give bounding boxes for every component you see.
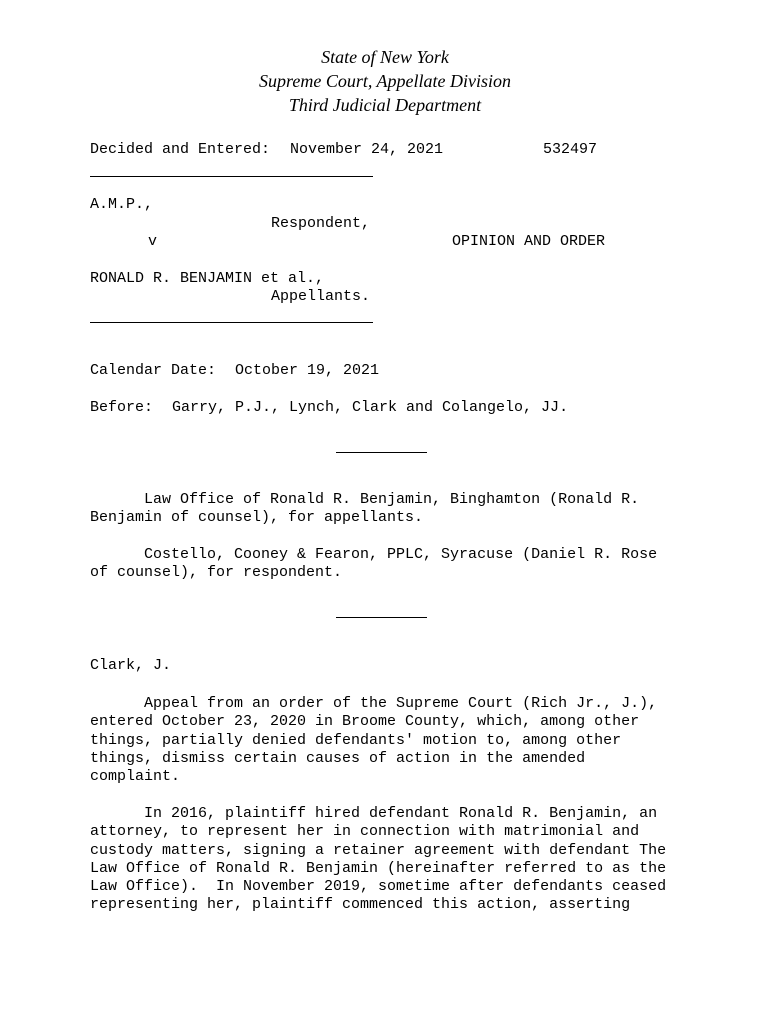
document-type: OPINION AND ORDER [452, 233, 606, 250]
section-divider [336, 452, 427, 453]
text-line: Benjamin of counsel), for appellants. [90, 509, 424, 527]
calendar-label: Calendar Date: [90, 362, 217, 379]
counsel-appellants [90, 491, 690, 528]
judges-list: Garry, P.J., Lynch, Clark and Colangelo, JJ. [172, 399, 569, 416]
counsel-respondent [90, 546, 690, 583]
state-heading: State of New York [321, 47, 449, 67]
body-paragraph [90, 695, 690, 786]
text-line: things, dismiss certain causes of action in the amended [90, 749, 586, 767]
body-paragraph [90, 805, 690, 915]
caption-bottom-rule [90, 322, 373, 323]
opinion-author: Clark, J. [90, 657, 172, 674]
caption-top-rule [90, 176, 373, 177]
text-line: things, partially denied defendants' motion to, among other [90, 731, 622, 749]
decided-date: November 24, 2021 [290, 141, 444, 158]
court-heading: Supreme Court, Appellate Division [259, 71, 511, 91]
docket-number: 532497 [543, 141, 598, 158]
versus-label: v [148, 233, 158, 250]
text-line: Costello, Cooney & Fearon, PPLC, Syracuse (Daniel R. Rose [90, 546, 658, 563]
text-line: representing her, plaintiff commenced this action, asserting [90, 896, 631, 914]
text-line: attorney, to represent her in connection with matrimonial and [90, 823, 640, 841]
defendant-name: RONALD R. BENJAMIN et al., [90, 270, 325, 287]
plaintiff-name: A.M.P., [90, 196, 154, 213]
text-line: custody matters, signing a retainer agreement with defendant The [90, 841, 667, 859]
calendar-date: October 19, 2021 [235, 362, 380, 379]
text-line: Law Office of Ronald R. Benjamin, Binghamton (Ronald R. [90, 491, 640, 508]
defendant-role: Appellants. [271, 288, 371, 305]
text-line: Law Office). In November 2019, sometime after defendants ceased [90, 878, 667, 896]
plaintiff-role: Respondent, [271, 215, 371, 232]
text-line: Appeal from an order of the Supreme Court (Rich Jr., J.), [90, 695, 658, 712]
department-heading: Third Judicial Department [288, 95, 482, 115]
before-label: Before: [90, 399, 154, 416]
text-line: entered October 23, 2020 in Broome County, which, among other [90, 713, 640, 731]
section-divider [336, 617, 427, 618]
text-line: Law Office of Ronald R. Benjamin (hereinafter referred to as the [90, 859, 667, 877]
text-line: of counsel), for respondent. [90, 564, 343, 582]
decided-label: Decided and Entered: [90, 141, 271, 158]
text-line: In 2016, plaintiff hired defendant Ronald R. Benjamin, an [90, 805, 658, 822]
text-line: complaint. [90, 768, 181, 786]
